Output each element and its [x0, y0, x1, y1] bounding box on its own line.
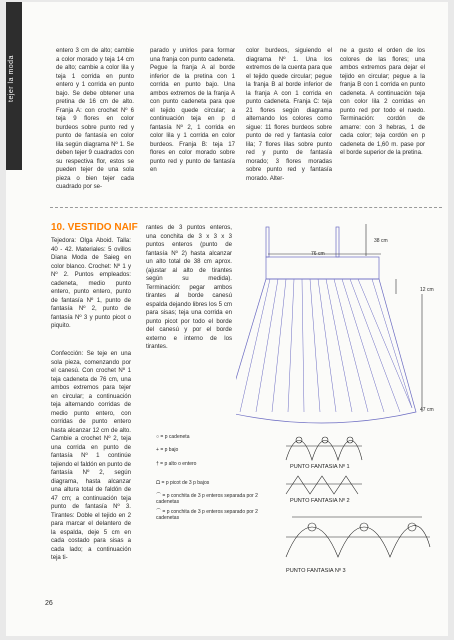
yoke-height-measure: 12 cm	[420, 287, 434, 293]
legend-single: + = p bajo	[156, 447, 179, 453]
chain-icon: ○	[156, 434, 160, 440]
page-number: 26	[45, 600, 53, 607]
middle-text: rantes de 3 puntos enteros, una conchita de 3 x 3 x 3 puntos enteros (punto de fantasía Nº 2) hasta alcanzar un alto total de 38 cm aprox. (ajustar al alto de tirantes según su medida). Terminación: pegar ambos tirantes al borde canesú espalda dejando libres los 5 cm para sisas; teja una corrida en punto picot por todo el borde del canesú y por el borde externo e interno de los tirantes.	[146, 224, 232, 350]
stitch-chart-2	[284, 472, 364, 497]
legend-double: † = p alto o entero	[156, 461, 197, 467]
legend-chain: ○ = p cadeneta	[156, 434, 190, 440]
middle-column	[146, 224, 232, 352]
dress-diagram	[236, 222, 442, 427]
shell-icon: ⌒	[156, 509, 162, 515]
text-column-2	[150, 47, 235, 175]
paragraph: parado y unirlos para formar una franja con punto cadeneta. Pegue la franja A al borde inferior de la pretina con 1 corrida en punto bajo. Una ambos extremos de la franja A con punto cadeneta para que el tejido quede circular; a continuación teja en p d fantasía Nº 2, 1 corrida en color lila y 1 corrida en color burdeos. Franja B: teja 17 flores en color morado sobre punto red y punto de fantasía en	[150, 47, 235, 173]
spine-label: tejer la moda	[8, 55, 15, 102]
picot-icon: ᗝ	[156, 480, 161, 486]
paragraph: entero 3 cm de alto; cambie a color morado y teja 14 cm de alto; cambie a color lila y teja 1 corrida en punto entero y 1 corrida en punto bajo. Se debe obtener una pretina de 16 cm de alto. Franja A: con crochet Nº 6 teja 9 flores en color burdeos sobre punto red y punto de fantasía en color lila según diagrama Nº 1. Se deben tejer 9 cuadrados con su respectiva flor, estos se pueden tejer de una sola pieza o bien tejer cada cuadrado por se-	[56, 47, 134, 190]
confection-column	[51, 350, 131, 563]
section-spine	[6, 2, 22, 170]
project-title: 10. VESTIDO NAIF	[51, 222, 138, 233]
chart-label-3: PUNTO FANTASIA Nº 3	[286, 568, 346, 574]
legend-picot: ᗝ = p picot de 3 p bajos	[156, 480, 210, 486]
cross-icon: +	[156, 447, 159, 453]
chart-label-2: PUNTO FANTASIA Nº 2	[290, 498, 350, 504]
strap-measure: 38 cm	[374, 238, 388, 244]
yoke-width-measure: 76 cm	[311, 251, 325, 257]
text-column-4	[340, 47, 425, 158]
confection-text: Confección: Se teje en una sola pieza, comenzando por el canesú. Con crochet Nº 1 teja cadeneta de 76 cm, una ambos extremos para tejer en circular; a continuación teja alternando corridas de medio punto entero, con corridas de punto entero hasta alcanzar 12 cm de alto. Cambie a crochet Nº 2, teja una corrida en punto de fantasía Nº 1 continúe tejiendo el faldón en punto de fantasía Nº 2, según diagrama, hasta alcanzar una altura total de faldón de 47 cm; a continuación teja punto de fantasía Nº 3. Tirantes: Doble el tejido en 2 para marcar el delantero de la espalda, deje 5 cm en cada costado para sisas a cada lado; a continuación teja ti-	[51, 350, 131, 561]
legend-shell-1: ⌒ = p conchita de 3 p enteros separada por 2 cadenetas	[156, 493, 258, 505]
paragraph: ne a gusto el orden de los colores de las flores; una ambos extremos para dejar el tejido en circular; pegue a la franja B con 1 corrida en punto cadeneta. A continuación teja con color lila 2 corridas en punto red por todo el ruedo. Terminación: cordón de amarre: con 3 hebras, 1 de cada color; teja cordón en p cadeneta de 1,60 m. pase por el borde superior de la pretina.	[340, 47, 425, 156]
chart-label-1: PUNTO FANTASIA Nº 1	[290, 464, 350, 470]
stitch-chart-1	[284, 432, 364, 462]
text-column-3	[246, 47, 332, 183]
materials-column	[51, 237, 131, 331]
skirt-measure: 47 cm	[420, 407, 434, 413]
paragraph: color burdeos, siguiendo el diagrama Nº 1. Una los extremos de la cuenta para que el tejido quede circular; pegue la franja B al borde inferior de la franja A con 1 corrida en punto cadeneta. Franja C: teja 21 flores según diagrama alternando los colores como sigue: 11 flores burdeos sobre punto de red y fantasía color lila; 7 flores lilas sobre punto red y punto de fantasía morado; 3 flores moradas sobre punto red y fantasía morado. Alter-	[246, 47, 332, 182]
dagger-icon: †	[156, 461, 159, 467]
legend-shell-2: ⌒ = p conchita de 3 p enteros separado por 2 cadenetas	[156, 509, 258, 521]
text-column-1	[56, 47, 134, 192]
section-divider	[50, 207, 442, 208]
shell-icon: ⌒	[156, 493, 162, 499]
stitch-chart-3	[282, 507, 432, 565]
materials-text: Tejedora: Olga Aboid. Talla: 40 - 42. Materiales: 5 ovillos Diana Moda de Saieg en color blanco. Crochet: Nº 1 y Nº 2. Puntos empleados: cadeneta, medio punto entero, punto entero, punto de fantasía Nº 1, punto de fantasía Nº 2, punto de fantasía Nº 3 y punto picot o piquito.	[51, 237, 131, 329]
magazine-page	[6, 2, 448, 636]
